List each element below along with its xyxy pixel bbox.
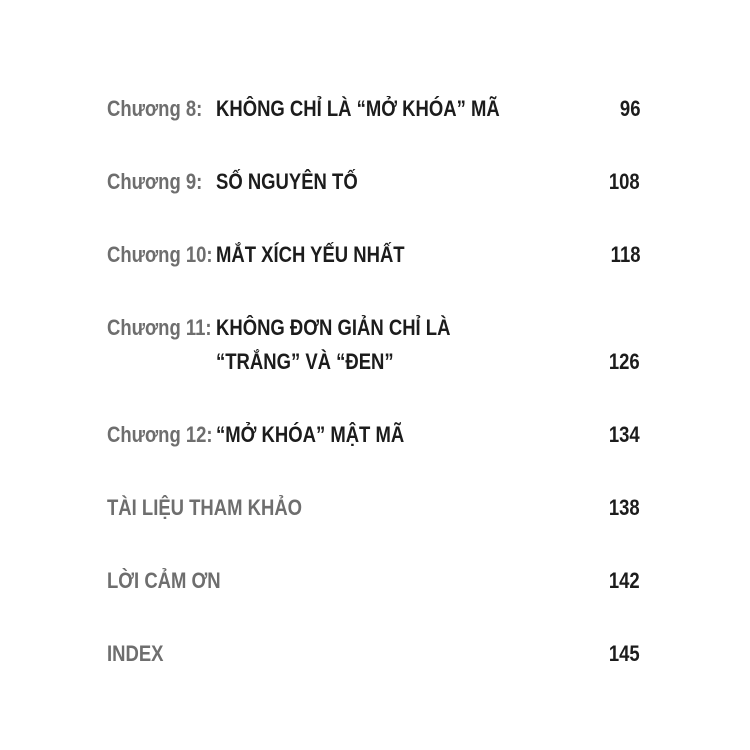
toc-entry-chapter-12 (107, 418, 640, 452)
section-title: INDEX (107, 641, 164, 666)
chapter-label: Chương 8: (107, 96, 203, 121)
chapter-title: MẮT XÍCH YẾU NHẤT (216, 242, 405, 267)
chapter-label: Chương 12: (107, 422, 213, 447)
page-number: 138 (609, 495, 640, 520)
page-number: 118 (610, 242, 640, 267)
toc-entry-chapter-8 (107, 92, 640, 126)
chapter-title-line-2: “TRẮNG” VÀ “ĐEN” (216, 349, 394, 374)
toc-entry-chapter-11 (107, 311, 640, 379)
page-number: 108 (609, 169, 640, 194)
chapter-title-line-1: KHÔNG ĐƠN GIẢN CHỈ LÀ (216, 315, 451, 340)
page-number: 145 (609, 641, 640, 666)
chapter-title: KHÔNG CHỈ LÀ “MỞ KHÓA” MÃ (216, 96, 500, 121)
chapter-label: Chương 10: (107, 242, 213, 267)
chapter-label: Chương 11: (107, 315, 212, 340)
toc-entry-references (107, 491, 640, 525)
toc-entry-chapter-10 (107, 238, 640, 272)
page-number: 96 (619, 96, 640, 121)
page-number: 126 (609, 349, 640, 374)
chapter-label: Chương 9: (107, 169, 203, 194)
section-title: LỜI CẢM ƠN (107, 568, 221, 593)
chapter-title: “MỞ KHÓA” MẬT MÃ (216, 422, 405, 447)
section-title: TÀI LIỆU THAM KHẢO (107, 495, 303, 520)
toc-entry-chapter-9 (107, 165, 640, 199)
toc-entry-acknowledgements (107, 564, 640, 598)
chapter-title: SỐ NGUYÊN TỐ (216, 169, 358, 194)
page-number: 134 (609, 422, 640, 447)
toc-entry-index (107, 637, 640, 671)
page-number: 142 (609, 568, 640, 593)
